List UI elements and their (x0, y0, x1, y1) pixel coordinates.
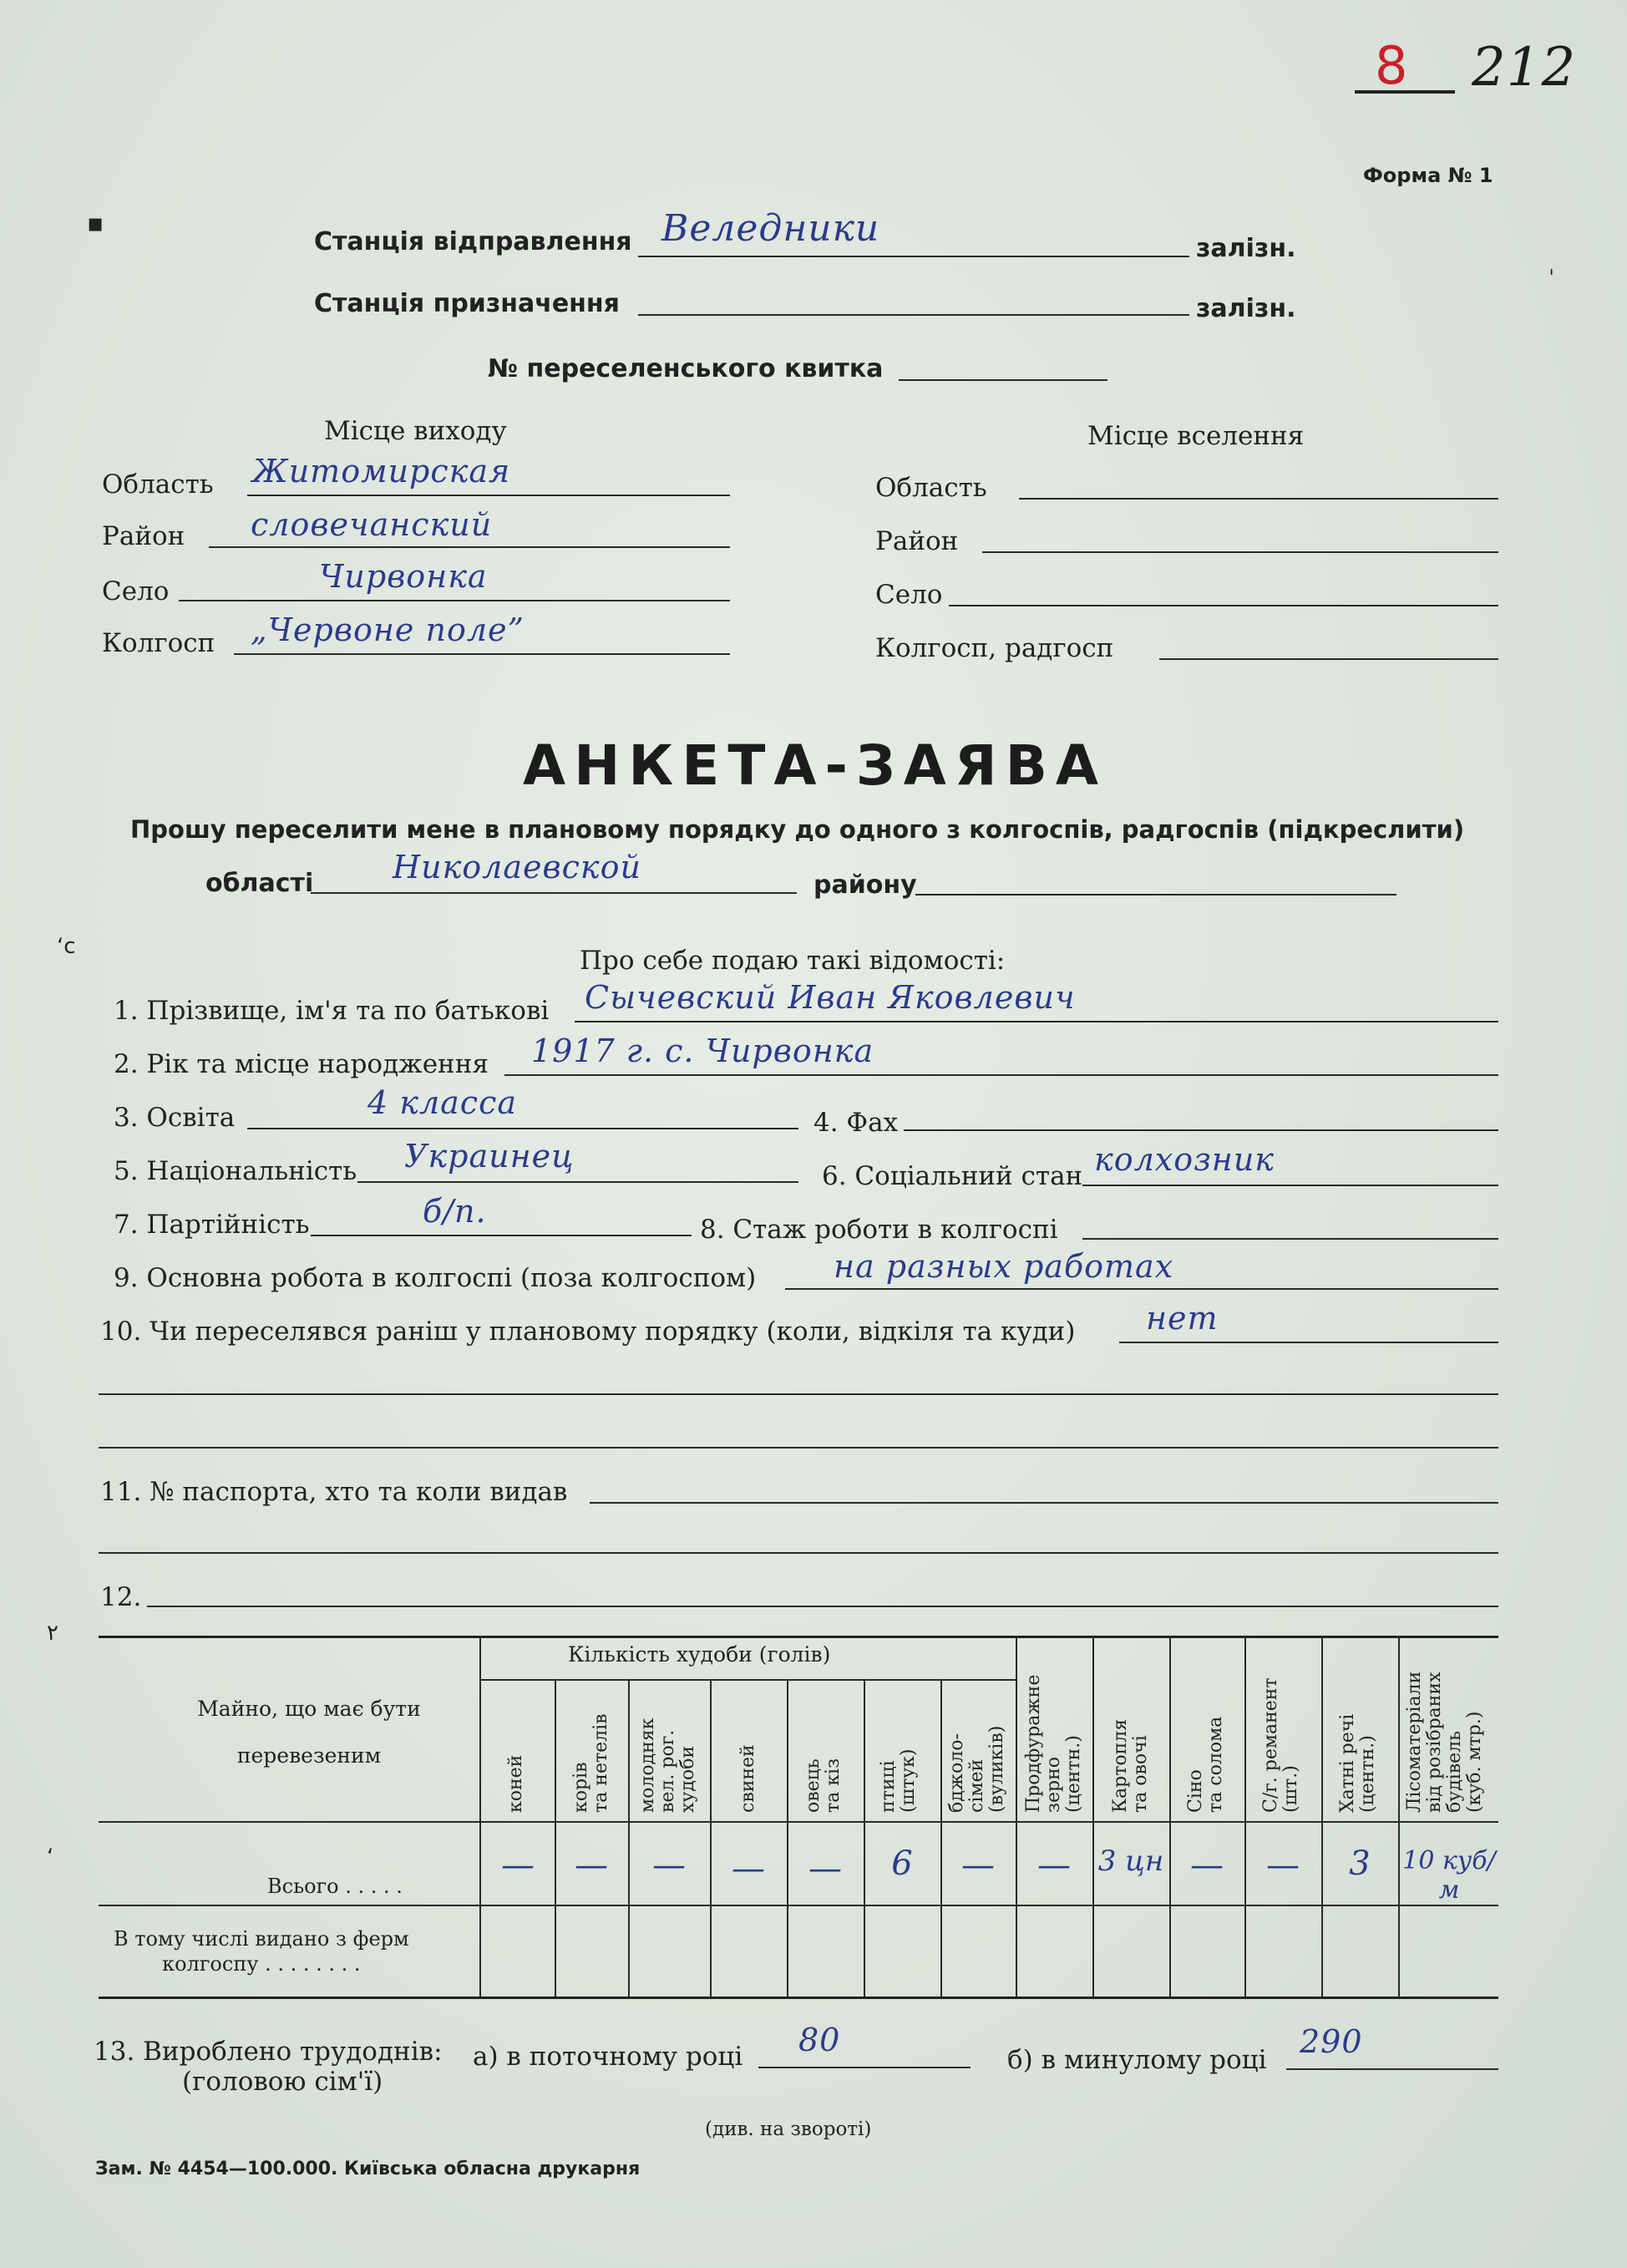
table-header-bottom-border (99, 1821, 1498, 1823)
destination-station-label: Станція призначення (314, 289, 620, 318)
column-hay: Сіно та солома (1185, 1716, 1226, 1813)
item-5-value: Украинец (404, 1138, 575, 1175)
request-oblast-line (311, 892, 797, 894)
destination-oblast-label: Область (875, 473, 987, 503)
total-grain: — (1037, 1846, 1071, 1885)
column-sheep-goats: овець та кіз (803, 1758, 844, 1813)
table-total-bottom-border (99, 1905, 1498, 1906)
departure-suffix: залізн. (1196, 234, 1296, 263)
table-vline (1398, 1636, 1400, 1997)
origin-raion-value: словечанский (251, 506, 493, 543)
table-vline (1092, 1636, 1094, 1997)
item-12-label: 12. (100, 1582, 142, 1612)
request-oblast-label: області (205, 869, 314, 898)
column-potatoes: Картопля та овочі (1110, 1718, 1151, 1813)
request-text: Прошу переселити мене в плановому порядку до одного з колгоспів, радгоспів (підкреслити) (130, 815, 1465, 844)
table-vline (787, 1679, 788, 1997)
item-12-line (147, 1606, 1498, 1607)
destination-heading: Місце вселення (1087, 421, 1305, 451)
speck-mark: ʻc (57, 934, 76, 959)
table-vline (1169, 1636, 1171, 1997)
item-8-line (1082, 1238, 1498, 1240)
total-cows: — (575, 1846, 608, 1885)
total-young-cattle: — (652, 1846, 686, 1885)
table-vline (628, 1679, 630, 1997)
strike-line (1355, 90, 1455, 94)
origin-raion-line (209, 546, 730, 548)
printer-imprint: Зам. № 4454—100.000. Київська обласна друкарня (95, 2159, 641, 2179)
destination-station-suffix: залізн. (1196, 294, 1296, 323)
table-vline (479, 1636, 481, 1997)
farm-label: В тому числі видано з ферм колгоспу . . . . . . . . (114, 1927, 409, 1976)
workdays-label: 13. Вироблено трудоднів: (94, 2037, 443, 2067)
form-label: Форма № 1 (1363, 164, 1493, 187)
item-9-value: на разных работах (834, 1248, 1174, 1285)
column-cows: корів та нетелів (570, 1713, 611, 1813)
total-bee-colonies: — (961, 1846, 995, 1885)
column-implements: С/г. реманент (шт.) (1260, 1677, 1301, 1813)
info-heading: Про себе подаю такі відомості: (580, 946, 1006, 976)
destination-kolhosp-label: Колгосп, радгосп (875, 633, 1114, 663)
table-vline (710, 1679, 712, 1997)
item-11-line (590, 1502, 1498, 1504)
destination-kolhosp-line (1159, 658, 1498, 660)
origin-raion-label: Район (102, 521, 185, 551)
workdays-previous-label: б) в минулому році (1007, 2045, 1267, 2075)
speck-mark: ٢ (47, 1621, 58, 1646)
origin-heading: Місце виходу (324, 416, 507, 446)
origin-oblast-value: Житомирская (252, 453, 511, 490)
destination-raion-line (982, 551, 1498, 553)
archive-strike-number: 8 (1375, 35, 1409, 96)
turn-over-note: (див. на звороті) (705, 2118, 872, 2140)
table-vline (1321, 1636, 1323, 1997)
total-sheep-goats: — (808, 1849, 842, 1888)
item-10-value: нет (1146, 1300, 1219, 1337)
origin-selo-label: Село (102, 576, 170, 606)
workdays-previous-value: 290 (1300, 2023, 1363, 2060)
workdays-current-value: 80 (798, 2022, 841, 2058)
item-7-label: 7. Партійність (114, 1210, 310, 1240)
total-poultry: 6 (891, 1844, 913, 1883)
speck-mark: ˌ (1548, 252, 1555, 277)
column-pigs: свиней (737, 1744, 758, 1813)
total-timber: 10 куб/м (1402, 1846, 1496, 1905)
request-oblast-value: Николаевской (393, 849, 641, 885)
destination-selo-line (949, 605, 1498, 606)
total-potatoes: 3 цн (1097, 1844, 1164, 1878)
table-vline (1244, 1636, 1246, 1997)
departure-value: Веледники (661, 207, 880, 250)
column-poultry: птиці (штук) (878, 1748, 919, 1813)
item-5-line (357, 1181, 798, 1183)
total-label: Всього . . . . . (267, 1875, 403, 1898)
total-hay: — (1190, 1846, 1224, 1885)
item-10-line (1119, 1342, 1498, 1343)
request-raion-line (915, 894, 1396, 896)
workdays-sub: (головою сім'ї) (182, 2067, 383, 2097)
workdays-current-label: а) в поточному році (473, 2042, 743, 2072)
item-9-label: 9. Основна робота в колгоспі (поза колгоспом) (114, 1263, 757, 1293)
item-10-label: 10. Чи переселявся раніш у плановому порядку (коли, відкіля та куди) (100, 1317, 1076, 1347)
item-7-value: б/п. (423, 1193, 487, 1230)
destination-selo-label: Село (875, 580, 943, 610)
item-10-extra-line (99, 1447, 1498, 1449)
livestock-header-underline (481, 1679, 1016, 1681)
column-young-cattle: молодняк вел. рог. худоби (637, 1717, 698, 1813)
item-6-value: колхозник (1094, 1141, 1275, 1178)
ticket-line (899, 379, 1107, 381)
livestock-header: Кількість худоби (голів) (568, 1642, 831, 1667)
table-vline (864, 1679, 865, 1997)
item-2-label: 2. Рік та місце народження (114, 1049, 489, 1079)
item-2-line (504, 1074, 1498, 1076)
origin-kolhosp-label: Колгосп (102, 628, 215, 658)
item-9-line (785, 1288, 1498, 1290)
table-vline (940, 1679, 942, 1997)
item-11-extra-line (99, 1552, 1498, 1554)
total-horses: — (501, 1846, 535, 1885)
item-4-line (904, 1129, 1498, 1131)
speck-mark: ▪ (87, 209, 104, 238)
destination-station-line (638, 314, 1189, 316)
item-6-label: 6. Соціальний стан (822, 1161, 1083, 1191)
table-bottom-border (99, 1997, 1498, 1999)
item-1-label: 1. Прізвище, ім'я та по батькові (114, 996, 550, 1026)
speck-mark: ʻ (47, 1844, 54, 1870)
item-10-extra-line (99, 1393, 1498, 1395)
property-header: Майно, що має бути перевезеним (197, 1697, 421, 1768)
column-horses: коней (505, 1754, 526, 1813)
departure-label: Станція відправлення (314, 227, 632, 256)
item-7-line (311, 1235, 692, 1236)
item-3-value: 4 класса (367, 1084, 518, 1121)
item-2-value: 1917 г. с. Чирвонка (531, 1033, 874, 1069)
table-top-border (99, 1636, 1498, 1638)
destination-raion-label: Район (875, 526, 959, 556)
item-11-label: 11. № паспорта, хто та коли видав (100, 1477, 568, 1507)
item-1-value: Сычевский Иван Яковлевич (585, 979, 1076, 1016)
total-implements: — (1266, 1846, 1300, 1885)
destination-oblast-line (1019, 498, 1498, 500)
request-raion-label: району (814, 870, 917, 900)
table-vline (555, 1679, 556, 1997)
total-household: 3 (1349, 1844, 1371, 1883)
column-bee-colonies: бджоло- сімей (вуликів) (946, 1725, 1007, 1813)
item-3-label: 3. Освіта (114, 1103, 236, 1133)
column-grain: Продфуражне зерно (центн.) (1023, 1674, 1084, 1813)
workdays-current-line (758, 2067, 971, 2068)
origin-kolhosp-value: „Червоне поле” (251, 611, 525, 648)
item-5-label: 5. Національність (114, 1156, 357, 1186)
form-title: АНКЕТА-ЗАЯВА (523, 733, 1107, 798)
ticket-label: № переселенського квитка (488, 354, 884, 383)
departure-line (638, 256, 1189, 257)
item-3-line (247, 1128, 798, 1129)
column-timber: Лісоматеріали від розібраних будівель (куб. мтр.) (1404, 1671, 1485, 1813)
archive-number: 212 (1472, 37, 1577, 99)
origin-selo-value: Чирвонка (319, 558, 488, 595)
item-1-line (575, 1021, 1498, 1022)
item-4-label: 4. Фах (814, 1108, 899, 1138)
item-6-line (1082, 1185, 1498, 1186)
origin-selo-line (179, 600, 730, 601)
workdays-previous-line (1286, 2068, 1498, 2070)
table-vline (1016, 1636, 1017, 1997)
total-pigs: — (732, 1849, 765, 1888)
column-household: Хатні речі (центн.) (1337, 1713, 1378, 1813)
item-8-label: 8. Стаж роботи в колгоспі (700, 1215, 1058, 1245)
origin-kolhosp-line (234, 653, 730, 655)
origin-oblast-line (247, 495, 730, 496)
origin-oblast-label: Область (102, 469, 214, 500)
